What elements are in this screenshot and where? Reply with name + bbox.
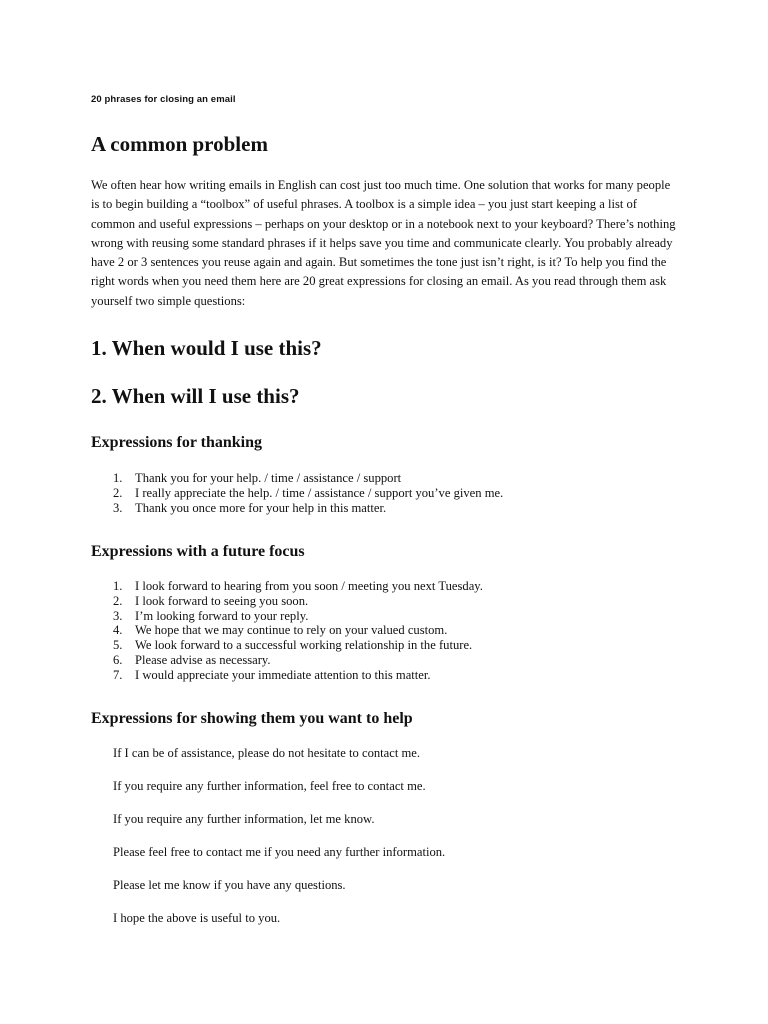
list-item: 2. I really appreciate the help. / time / assistance / support you’ve given me. bbox=[113, 485, 504, 500]
question-2-heading: 2. When will I use this? bbox=[91, 384, 300, 408]
document-title: 20 phrases for closing an email bbox=[91, 94, 236, 105]
list-item: 1. I look forward to hearing from you soon / meeting you next Tuesday. bbox=[113, 579, 483, 593]
list-item: 1. Thank you for your help. / time / assistance / support bbox=[113, 471, 402, 485]
help-phrase: I hope the above is useful to you. bbox=[113, 911, 281, 925]
help-phrase: If you require any further information, let me know. bbox=[113, 812, 375, 826]
question-1-heading: 1. When would I use this? bbox=[91, 336, 322, 360]
list-item: 2. I look forward to seeing you soon. bbox=[113, 593, 309, 608]
list-item: 4. We hope that we may continue to rely on your valued custom. bbox=[113, 623, 448, 638]
help-phrase: Please let me know if you have any questions. bbox=[113, 878, 346, 892]
list-item: 7. I would appreciate your immediate attention to this matter. bbox=[113, 667, 431, 682]
intro-paragraph: We often hear how writing emails in English can cost just too much time. One solution that works for many people is to begin building a “toolbox” of useful phrases. A toolbox is a simple idea – you just start keeping a list of common and useful expressions – perhaps on your desktop or in a notebook next to your keyboard? There’s nothing wrong with reusing some standard phrases if it helps save you time and communicate clearly. You probably already have 2 or 3 sentences you reuse again and again. But sometimes the tone just isn’t right, is it? To help you find the right words when you need them here are 20 great expressions for closing an email. As you read through them ask yourself two simple questions: bbox=[91, 178, 676, 308]
heading-future-focus: Expressions with a future focus bbox=[91, 543, 305, 560]
heading-want-to-help: Expressions for showing them you want to help bbox=[91, 710, 413, 727]
list-item: 5. We look forward to a successful working relationship in the future. bbox=[113, 638, 473, 653]
list-item: 3. Thank you once more for your help in this matter. bbox=[113, 500, 387, 515]
heading-thanking: Expressions for thanking bbox=[91, 434, 263, 451]
list-item: 6. Please advise as necessary. bbox=[113, 652, 271, 667]
help-phrase: If I can be of assistance, please do not hesitate to contact me. bbox=[113, 746, 421, 760]
future-focus-list bbox=[91, 579, 483, 683]
heading-common-problem: A common problem bbox=[91, 132, 268, 156]
help-phrase: Please feel free to contact me if you need any further information. bbox=[113, 845, 446, 859]
help-phrase: If you require any further information, feel free to contact me. bbox=[113, 779, 426, 793]
list-item: 3. I’m looking forward to your reply. bbox=[113, 608, 309, 623]
thanking-list bbox=[91, 471, 503, 515]
